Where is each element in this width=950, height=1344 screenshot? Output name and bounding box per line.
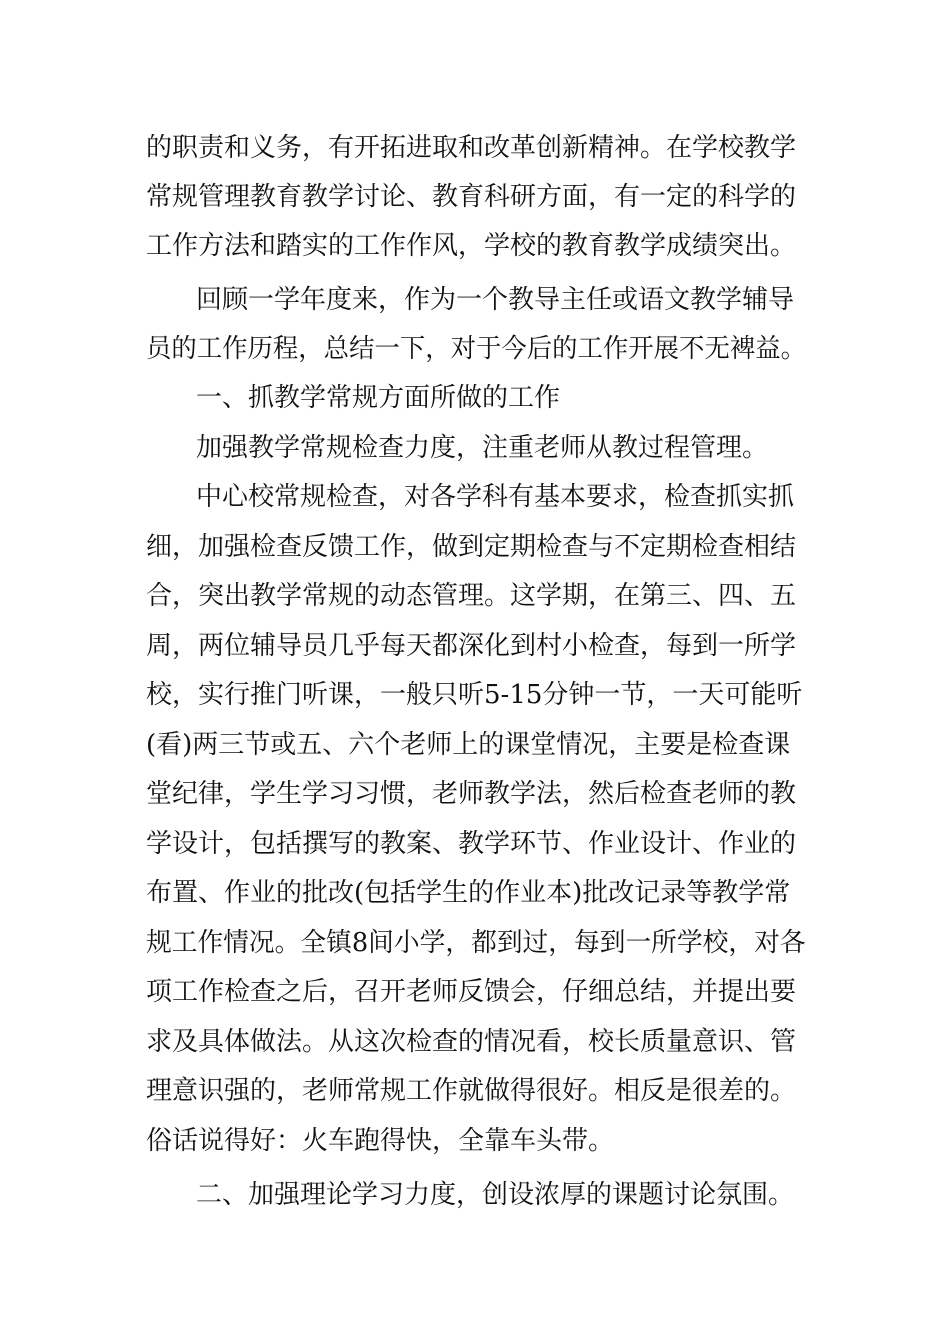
- section-heading: 一、抓教学常规方面所做的工作: [196, 383, 561, 413]
- text-line: 俗话说得好：火车跑得快，全靠车头带。: [146, 1126, 615, 1156]
- paragraph-first-line: 中心校常规检查，对各学科有基本要求，检查抓实抓: [196, 482, 795, 512]
- text-line: 合，突出教学常规的动态管理。这学期，在第三、四、五: [146, 581, 797, 611]
- text-line: 规工作情况。全镇8间小学，都到过，每到一所学校，对各: [146, 928, 806, 958]
- text-line: 常规管理教育教学讨论、教育科研方面，有一定的科学的: [146, 182, 797, 212]
- paragraph-first-line: 加强教学常规检查力度，注重老师从教过程管理。: [196, 433, 769, 463]
- section-heading: 二、加强理论学习力度，创设浓厚的课题讨论氛围。: [196, 1180, 795, 1210]
- text-line: 细，加强检查反馈工作，做到定期检查与不定期检查相结: [146, 532, 797, 562]
- text-line: 工作方法和踏实的工作作风，学校的教育教学成绩突出。: [146, 231, 797, 261]
- text-line: 项工作检查之后，召开老师反馈会，仔细总结，并提出要: [146, 977, 797, 1007]
- text-line: 校，实行推门听课，一般只听5-15分钟一节，一天可能听: [146, 680, 803, 710]
- text-line: 堂纪律，学生学习习惯，老师教学法，然后检查老师的教: [146, 779, 797, 809]
- text-line: 周，两位辅导员几乎每天都深化到村小检查，每到一所学: [146, 631, 797, 661]
- text-line: 理意识强的，老师常规工作就做得很好。相反是很差的。: [146, 1076, 797, 1106]
- text-line: (看)两三节或五、六个老师上的课堂情况，主要是检查课: [146, 730, 791, 760]
- text-line: 学设计，包括撰写的教案、教学环节、作业设计、作业的: [146, 829, 797, 859]
- paragraph-first-line: 回顾一学年度来，作为一个教导主任或语文教学辅导: [196, 285, 795, 315]
- text-line: 求及具体做法。从这次检查的情况看，校长质量意识、管: [146, 1027, 797, 1057]
- text-line: 布置、作业的批改(包括学生的作业本)批改记录等教学常: [146, 878, 791, 908]
- text-line: 员的工作历程，总结一下，对于今后的工作开展不无裨益。: [146, 334, 806, 364]
- text-line: 的职责和义务，有开拓进取和改革创新精神。在学校教学: [146, 133, 797, 163]
